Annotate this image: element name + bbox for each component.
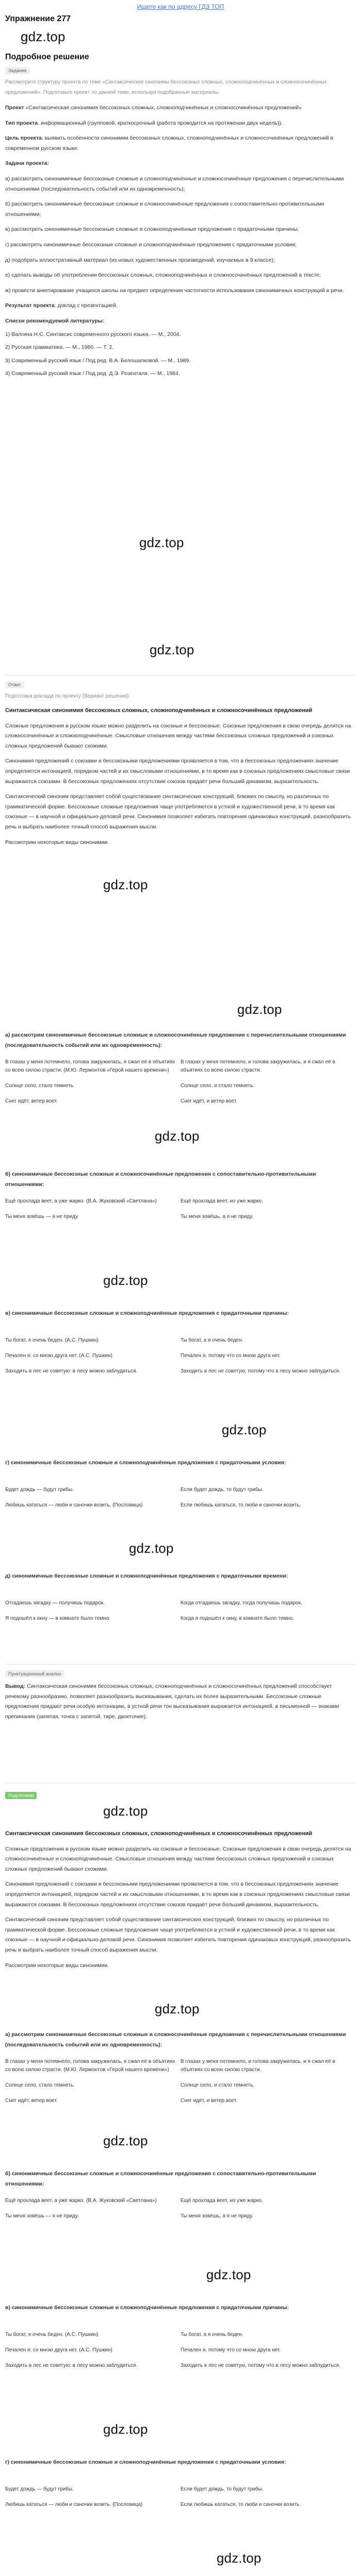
example-pair <box>5 1499 356 1515</box>
literature-item: 4) Современный русский язык / Под ред. Д.Э. Розенталя. — М., 1984. <box>5 370 180 377</box>
project-result-label: Результат проекта <box>5 302 55 309</box>
conclusion-block: Вывод: Синтаксическая синонимия бессоюзных сложных, сложноподчинённых и сложносочинённых предложений способствует речевому разнообразию, позволяет разнообразить высказывания, сделать их более выразительными. Бессоюзные сложные предложения придают речи особую интонацию, в устной речи тон высказывания выражается интонацией, в письменной — знаками препинания (запятая, точка с запятой, тире, двоеточие). <box>5 1683 339 1720</box>
watermark: gdz.top <box>21 29 65 44</box>
watermark: gdz.top <box>150 642 194 657</box>
answer-intro: Подготовка доклада по проекту (Вариант решения): <box>5 693 130 699</box>
example-synonym: Если любишь кататься, то люби и саночки возить. <box>180 2502 301 2507</box>
example-bsp: Ты богат, я очень беден. (А.С. Пушкин) <box>5 1337 99 1343</box>
conclusion-text: Синтаксическая синонимия бессоюзных сложных, сложноподчинённых и сложносочинённых предложений способствует речевому разнообразию, позволяет разнообразить высказывания, сделать их более выразительными. Бессоюзные сложные предложения придают речи особую интонацию, в устной речи тон высказывания выражается интонацией, в письменной — знаками препинания (запятая, точка с запятой, тире, двоеточие). <box>5 1683 339 1720</box>
example-synonym: Печален я, потому что со мною друга нет. <box>180 2347 281 2353</box>
project-task-item: а) рассмотреть синонимичные бессоюзные сложные и сложноподчинённые и сложносочинённые предложения с перечислительными отношениями (последовательность событий или их одновременность); <box>5 175 344 192</box>
report-paragraph: Рассмотрим некоторые виды синонимии. <box>5 839 109 845</box>
examples-table-a <box>5 1056 356 1111</box>
report-paragraph: Синонимия предложений с союзами и бессоюзными предложениями проявляется в том, что в бессоюзных предложениях значение определяется интонацией, порядком частей и их смысловыми отношениями, в то время как в союзных предложениях смысловые связи выражаются союзами. В бессоюзных предложениях отсутствие союзов придаёт речи больший динамизм, выразительность. <box>5 1881 350 1908</box>
section-v-label: в) синонимичные бессоюзные сложные и сложноподчинённые предложения с придаточными причины: <box>5 1310 289 1316</box>
answer-tag: Ответ <box>5 681 24 688</box>
report-2 <box>5 1829 356 1971</box>
watermark: gdz.top <box>103 2133 148 2148</box>
watermark: gdz.top <box>103 2421 148 2437</box>
example-bsp: Я подошёл к окну — в комнате было темно. <box>5 1616 111 1621</box>
example-bsp: Отгадаешь загадку — получишь подарок. <box>5 1600 105 1606</box>
examples-table-b <box>5 1195 356 1226</box>
example-synonym: Ты меня зовёшь, а я не приду. <box>180 1214 254 1219</box>
section-a-label-2: а) рассмотрим синонимичные бессоюзные сложные и сложносочинённые предложения с перечислительными отношениями (последовательность событий или их одновременность): <box>5 2031 346 2048</box>
example-bsp: Печален я: со мною друга нет. (А.С. Пушкин) <box>5 1353 112 1359</box>
watermark: gdz.top <box>237 1002 282 1017</box>
example-pair <box>5 1195 356 1211</box>
project-task-item: в) рассмотреть синонимичные бессоюзные сложные и сложноподчинённые предложения с придаточными причины; <box>5 226 299 233</box>
example-synonym: Если будет дождь, то будут грибы. <box>180 1487 264 1493</box>
project-type: информационный (групповой, краткосрочный (работа проводится на протяжении двух недель)). <box>40 120 283 126</box>
literature-item: 2) Русская грамматика. — М., 1980. — Т. 2. <box>5 344 114 351</box>
example-synonym: Солнце село, и стало темнеть. <box>180 2082 255 2088</box>
report-paragraph: Синтаксический синоним представляет собой существование синтаксических конструкций, близких по смыслу, но различных по грамматической форме. Бессоюзные сложные предложения чаще употребляются в устной и художественной речи, в то время как союзные — в научной и официально-деловой речи. Синонимия позволяет избегать повторения одинаковых конструкций, разнообразить речь и выбрать наиболее точный способ выражения мысли. <box>5 1917 351 1953</box>
example-bsp: Солнце село, стало темнеть. <box>5 1083 75 1089</box>
task-tag: Задание <box>5 67 30 74</box>
example-pair <box>5 2329 356 2344</box>
example-pair <box>5 2360 356 2375</box>
divider <box>5 1664 356 1665</box>
example-pair <box>5 2056 356 2079</box>
example-bsp: Заходить в лес не советую: в лесу можно заблудиться. <box>5 2363 138 2368</box>
report-paragraph: Синтаксический синоним представляет собой существование синтаксических конструкций, близких по смыслу, но различных по грамматической форме. Бессоюзные сложные предложения чаще употребляются в устной и художественной речи, в то время как союзные — в научной и официально-деловой речи. Синонимия позволяет избегать повторения одинаковых конструкций, разнообразить речь и выбрать наиболее точный способ выражения мысли. <box>5 793 351 830</box>
report-1 <box>5 706 356 848</box>
example-bsp: Солнце село, стало темнеть. <box>5 2082 75 2088</box>
section-g-label-2: г) синонимичные бессоюзные сложные и сложноподчинённые предложения с придаточными условия: <box>5 2459 286 2465</box>
example-bsp: Ещё прохлада веет, а уже жарко. (В.А. Жуковский «Светлана») <box>5 1198 157 1204</box>
example-bsp: Снег идёт, ветер воет. <box>5 2098 58 2104</box>
watermark: gdz.top <box>155 1128 200 1144</box>
watermark: gdz.top <box>155 2001 200 2016</box>
example-pair <box>5 2483 356 2499</box>
example-synonym: Когда я подошёл к окну, в комнате было темно. <box>180 1616 294 1621</box>
watermark: gdz.top <box>103 1803 148 1819</box>
project-block: Проект «Синтаксическая синонимия бессоюзных сложных, сложноподчинённых и сложносочинённых предложений» Тип проекта: информационный (групповой, краткосрочный (работа проводится на протяжении двух недель)). Цель проекта: выявить особенности синонимии бессоюзных сложных, сложноподчинённых и сложносочинённых предложений в современном русском языке. Задачи проекта: а) рассмотреть синонимичные бессоюзные сложные и сложноподчинённые и сложносочинённые предложения с перечислительными отношениями (последовательность событий или их одновременность); б) рассмотреть синонимичные бессоюзные сложные и сложносочинённые предложения с сопоставительно-противительными отношениями; в) рассмотреть синонимичные бессоюзные сложные и сложноподчинённые предложения с придаточными причины; г) рассмотреть синонимичные бессоюзные сложные и сложноподчинённые предложения с придаточными условия; д) подобрать иллюстративный материал (из новых художественных произведений, изучаемых в 9 классе); е) сделать выводы об употреблении бессоюзных сложных, сложноподчинённых и сложносочинённых предложений в тексте; ж) провести анкетирование учащихся школы на предмет определения частотности использования синонимичных конструкций в речи. Результат проекта: доклад с презентацией. Список рекомендуемой литературы: 1) Валгина Н.С. Синтаксис современного русского языка. — М., 2004. 2) Русская грамматика. — М., 1980. — Т. 2. 3) Современный русский язык / Под ред. В.А. Белошапковой. — М., 1989. 4) Современный русский язык / Под ред. Д.Э. Розенталя. — М., 1984. <box>5 103 356 379</box>
example-pair <box>5 1095 356 1111</box>
example-synonym: Ты богат, а я очень беден. <box>180 1337 243 1343</box>
section-a-label: а) рассмотрим синонимичные бессоюзные сложные и сложносочинённые предложения с перечислительными отношениями (последовательность событий или их одновременность): <box>5 1032 346 1048</box>
example-pair <box>5 1056 356 1080</box>
example-synonym: Ты богат, а я очень беден. <box>180 2332 243 2337</box>
watermark: gdz.top <box>103 1273 148 1288</box>
example-pair <box>5 2095 356 2110</box>
example-pair <box>5 2499 356 2514</box>
section-b-label-2: б) синонимичные бессоюзные сложные и сложносочинённые предложения с сопоставительно-противительными отношениями: <box>5 2171 316 2187</box>
example-synonym: Печален я, потому что со мною друга нет. <box>180 1353 281 1359</box>
watermark: gdz.top <box>206 2267 251 2282</box>
example-bsp: Любишь кататься — люби и саночки возить. (Пословица) <box>5 1502 143 1508</box>
example-bsp: Ты меня зовёшь — я не приду. <box>5 1214 79 1219</box>
literature-label: Список рекомендуемой литературы: <box>5 317 105 324</box>
plan-tag: Подготовим <box>5 1792 37 1799</box>
literature-item: 3) Современный русский язык / Под ред. В.А. Белошапковой. — М., 1989. <box>5 357 191 364</box>
project-type-label: Тип проекта <box>5 120 38 126</box>
project-goal-label: Цель проекта <box>5 135 42 142</box>
examples-table-g <box>5 1484 356 1515</box>
watermark: gdz.top <box>129 1540 174 1556</box>
section-d-label: д) синонимичные бессоюзные сложные и сложноподчинённые предложения с придаточными времени: <box>5 1573 288 1579</box>
example-bsp: Ты меня зовёшь — я не приду. <box>5 2213 79 2219</box>
report-heading: Синтаксическая синонимия бессоюзных сложных, сложноподчинённых и сложносочинённых предложений <box>5 1831 313 1837</box>
example-synonym: Если любишь кататься, то люби и саночки возить. <box>180 1502 301 1508</box>
example-pair <box>5 2344 356 2360</box>
project-title-label: Проект <box>5 105 24 111</box>
example-bsp: Ты богат, я очень беден. (А.С. Пушкин) <box>5 2332 99 2337</box>
section-g-label: г) синонимичные бессоюзные сложные и сложноподчинённые предложения с придаточными условия: <box>5 1460 286 1466</box>
literature-item: 1) Валгина Н.С. Синтаксис современного русского языка. — М., 2004. <box>5 331 181 337</box>
task-text: Рассмотрите структуру проекта по теме «Синтаксические синонимы бессоюзных сложных, сложноподчинённых и сложносочинённых предложений». Подготовьте проект по данной теме, используя подобранные материалы. <box>5 79 327 95</box>
examples-table-d <box>5 1597 356 1628</box>
example-synonym: Ещё прохлада веет, но уже жарко. <box>180 1198 263 1204</box>
example-pair <box>5 1484 356 1499</box>
subtitle: Подробное решение <box>5 53 89 61</box>
example-synonym: Снег идёт, и ветер воет. <box>180 2098 238 2104</box>
example-synonym: Если будет дождь, то будут грибы. <box>180 2486 264 2492</box>
example-bsp: Ещё прохлада веет, а уже жарко. (В.А. Жуковский «Светлана») <box>5 2198 157 2204</box>
examples-table-v-2 <box>5 2329 356 2375</box>
report-paragraph: Рассмотрим некоторые виды синонимии. <box>5 1962 109 1969</box>
project-task-item: г) рассмотреть синонимичные бессоюзные сложные и сложноподчинённые предложения с придаточными условия; <box>5 241 297 248</box>
example-bsp: Будет дождь — будут грибы. <box>5 1487 74 1493</box>
example-bsp: Снег идёт, ветер воет. <box>5 1098 58 1104</box>
example-synonym: Солнце село, и стало темнеть. <box>180 1083 255 1089</box>
examples-table-a-2 <box>5 2056 356 2110</box>
project-tasks-label: Задачи проекта: <box>5 160 49 167</box>
example-bsp: Любишь кататься — люби и саночки возить. (Пословица) <box>5 2502 143 2507</box>
example-pair <box>5 2210 356 2226</box>
report-heading: Синтаксическая синонимия бессоюзных сложных, сложноподчинённых и сложносочинённых предложений <box>5 707 313 714</box>
project-goal: выявить особенности синонимии бессоюзных сложных, сложноподчинённых и сложносочинённых предложений в современном русском языке. <box>5 135 334 151</box>
project-result: доклад с презентацией. <box>57 302 118 309</box>
exercise-title: Упражнение 277 <box>5 14 71 23</box>
section-v-label-2: в) синонимичные бессоюзные сложные и сложноподчинённые предложения с придаточными причины: <box>5 2304 289 2311</box>
analysis-tag: Пунктуационный анализ <box>5 1670 64 1677</box>
report-paragraph: Сложные предложения в русском языке можно разделить на союзные и бессоюзные. Союзные предложения в свою очередь делятся на сложносочинённые и сложноподчинённые. Смысловые отношения между частями бессоюзных сложных предложений и союзных сложных предложений бывают схожими. <box>5 1845 351 1872</box>
example-synonym: Заходить в лес не советую, потому что в лесу можно заблудиться. <box>180 2363 340 2368</box>
example-bsp: Заходить в лес не советую: в лесу можно заблудиться. <box>5 1368 138 1374</box>
watermark: gdz.top <box>222 1422 267 1437</box>
watermark: gdz.top <box>139 535 184 550</box>
example-synonym: Когда отгадаешь загадку, тогда получишь подарок. <box>180 1600 302 1606</box>
example-pair <box>5 2195 356 2210</box>
report-paragraph: Синонимия предложений с союзами и бессоюзными предложениями проявляется в том, что в бессоюзных предложениях значение определяется интонацией, порядком частей и их смысловыми отношениями, в то время как в союзных предложениях смысловые связи выражаются союзами. В бессоюзных предложениях отсутствие союзов придаёт речи больший динамизм, выразительность. <box>5 758 350 785</box>
examples-table-v <box>5 1334 356 1381</box>
top-link[interactable]: Ищете как по адресу ГДЗ ТОП <box>137 3 224 10</box>
project-title: «Синтаксическая синонимия бессоюзных сложных, сложноподчинённых и сложносочинённых предложений» <box>25 105 302 111</box>
example-pair <box>5 1080 356 1095</box>
examples-table-g-2 <box>5 2483 356 2514</box>
example-synonym: Ты меня зовёшь, а я не приду. <box>180 2213 254 2219</box>
watermark: gdz.top <box>217 2550 261 2566</box>
example-synonym: Ещё прохлада веет, но уже жарко. <box>180 2198 263 2204</box>
project-task-item: б) рассмотреть синонимичные бессоюзные сложные и сложносочинённые предложения с сопоставительно-противительными отношениями; <box>5 201 324 217</box>
project-task-item: е) сделать выводы об употреблении бессоюзных сложных, сложноподчинённых и сложносочинённых предложений в тексте; <box>5 272 321 279</box>
example-pair <box>5 1350 356 1365</box>
project-task-item: ж) провести анкетирование учащихся школы на предмет определения частотности использования синонимичных конструкций в речи. <box>5 287 344 294</box>
example-synonym: В глазах у меня потемнело, и голова закружилась, и я сжал её в объятиях со всею силою страсти. <box>180 2059 335 2073</box>
example-pair <box>5 1211 356 1226</box>
example-pair <box>5 1597 356 1613</box>
section-b-label: б) синонимичные бессоюзные сложные и сложносочинённые предложения с сопоставительно-противительными отношениями: <box>5 1171 316 1188</box>
example-pair <box>5 2079 356 2095</box>
example-bsp: В глазах у меня потемнело, голова закружилась, я сжал её в объятиях со всею силою страсти. (М.Ю. Лермонтов «Герой нашего времени») <box>5 2059 175 2073</box>
example-pair <box>5 1613 356 1628</box>
project-task-item: д) подобрать иллюстративный материал (из новых художественных произведений, изучаемых в 9 классе); <box>5 257 275 263</box>
example-bsp: Печален я: со мною друга нет. (А.С. Пушкин) <box>5 2347 112 2353</box>
example-bsp: В глазах у меня потемнело, голова закружилась, я сжал её в объятиях со всею силою страсти. (М.Ю. Лермонтов «Герой нашего времени») <box>5 1059 175 1073</box>
examples-table-b-2 <box>5 2195 356 2226</box>
example-synonym: В глазах у меня потемнело, и голова закружилась, и я сжал её в объятиях со всею силою страсти. <box>180 1059 335 1073</box>
example-synonym: Заходить в лес не советую, потому что в лесу можно заблудиться. <box>180 1368 340 1374</box>
example-bsp: Будет дождь — будут грибы. <box>5 2486 74 2492</box>
report-paragraph: Сложные предложения в русском языке можно разделить на союзные и бессоюзные. Союзные предложения в свою очередь делятся на сложносочинённые и сложноподчинённые. Смысловые отношения между частями бессоюзных сложных предложений и союзных сложных предложений бывают схожими. <box>5 722 351 749</box>
example-synonym: Снег идёт, и ветер воет. <box>180 1098 238 1104</box>
example-pair <box>5 1365 356 1381</box>
example-pair <box>5 1334 356 1350</box>
watermark: gdz.top <box>103 877 148 892</box>
